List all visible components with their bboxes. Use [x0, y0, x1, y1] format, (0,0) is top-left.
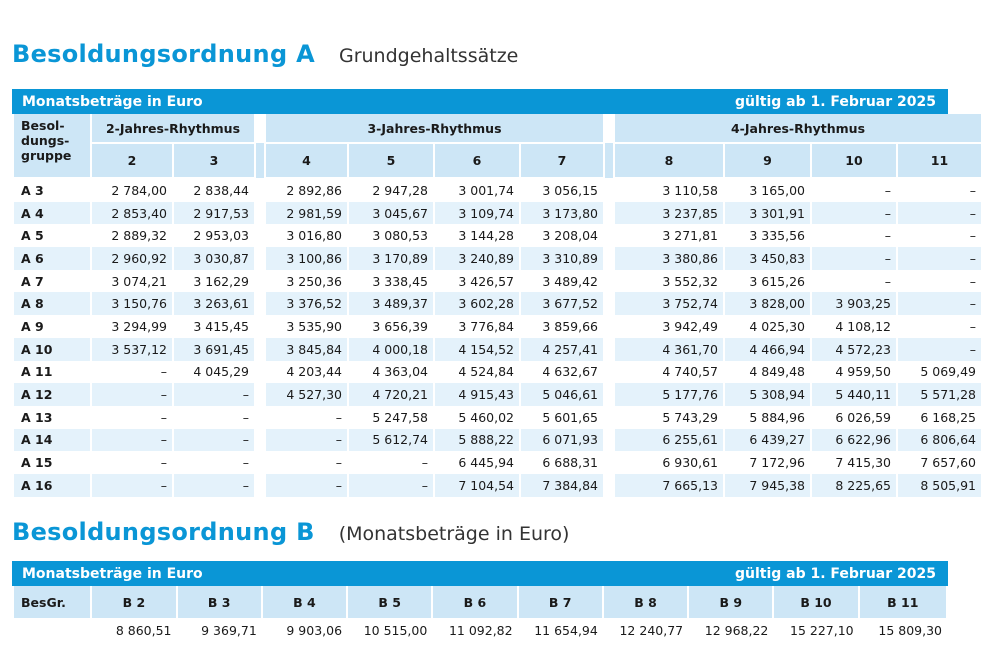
salary-cell: 3 535,90 — [265, 315, 348, 338]
salary-cell: 3 263,61 — [173, 292, 255, 315]
salary-cell: 5 177,76 — [614, 383, 724, 406]
salary-cell: 3 110,58 — [614, 178, 724, 202]
salary-cell: 5 888,22 — [434, 429, 520, 452]
salary-cell: 4 154,52 — [434, 338, 520, 361]
table-row — [13, 451, 982, 474]
salary-cell: 8 505,91 — [897, 474, 982, 497]
level-header: 8 — [614, 143, 724, 178]
salary-cell: 3 656,39 — [348, 315, 434, 338]
salary-cell: – — [897, 202, 982, 225]
salary-cell: – — [811, 270, 897, 293]
table-row — [13, 224, 982, 247]
section-b-bar-left: Monatsbeträge in Euro — [22, 565, 203, 582]
salary-cell: 5 308,94 — [724, 383, 811, 406]
table-row — [13, 406, 982, 429]
group-label: A 13 — [13, 406, 91, 429]
salary-cell: 4 740,57 — [614, 361, 724, 384]
salary-cell: 3 310,89 — [520, 247, 604, 270]
b-salary-cell: 8 860,51 — [115, 622, 172, 638]
group-label: A 12 — [13, 383, 91, 406]
salary-cell: – — [91, 383, 173, 406]
salary-cell: 3 170,89 — [348, 247, 434, 270]
salary-cell: 5 612,74 — [348, 429, 434, 452]
salary-cell: – — [811, 224, 897, 247]
salary-cell: 6 688,31 — [520, 451, 604, 474]
salary-cell: 3 165,00 — [724, 178, 811, 202]
salary-cell: – — [91, 451, 173, 474]
group-label: A 16 — [13, 474, 91, 497]
salary-cell: 4 720,21 — [348, 383, 434, 406]
salary-cell: – — [897, 247, 982, 270]
salary-cell: 3 677,52 — [520, 292, 604, 315]
salary-cell: 3 489,37 — [348, 292, 434, 315]
salary-cell: 3 942,49 — [614, 315, 724, 338]
salary-cell: – — [811, 178, 897, 202]
salary-cell: – — [265, 451, 348, 474]
salary-cell: 7 415,30 — [811, 451, 897, 474]
b-group-header: B 6 — [432, 586, 517, 618]
salary-cell: 3 045,67 — [348, 202, 434, 225]
salary-cell: 7 384,84 — [520, 474, 604, 497]
salary-cell: 6 255,61 — [614, 429, 724, 452]
salary-cell: 3 426,57 — [434, 270, 520, 293]
table-row — [13, 202, 982, 225]
salary-cell: 2 953,03 — [173, 224, 255, 247]
salary-cell: 5 601,65 — [520, 406, 604, 429]
section-b-heading — [12, 518, 569, 546]
salary-cell: – — [897, 292, 982, 315]
salary-cell: – — [91, 474, 173, 497]
level-header: 2 — [91, 143, 173, 178]
salary-cell: 2 947,28 — [348, 178, 434, 202]
salary-cell: 3 150,76 — [91, 292, 173, 315]
salary-cell: 4 045,29 — [173, 361, 255, 384]
salary-cell: 4 361,70 — [614, 338, 724, 361]
level-header: 4 — [265, 143, 348, 178]
section-b-subtitle: (Monatsbeträge in Euro) — [338, 523, 570, 545]
salary-cell: 4 632,67 — [520, 361, 604, 384]
salary-cell: 6 622,96 — [811, 429, 897, 452]
table-row — [13, 474, 982, 497]
salary-cell: 3 602,28 — [434, 292, 520, 315]
table-row — [13, 338, 982, 361]
group-column-header: Besol-dungs-gruppe — [13, 114, 91, 178]
salary-cell: – — [348, 474, 434, 497]
salary-cell: 4 203,44 — [265, 361, 348, 384]
group-label: A 11 — [13, 361, 91, 384]
salary-cell: 6 026,59 — [811, 406, 897, 429]
salary-cell: – — [91, 361, 173, 384]
b-group-header: B 2 — [91, 586, 176, 618]
salary-cell: 3 100,86 — [265, 247, 348, 270]
b-group-header: B 5 — [347, 586, 432, 618]
salary-cell: 2 981,59 — [265, 202, 348, 225]
salary-cell: 4 257,41 — [520, 338, 604, 361]
salary-cell: 4 000,18 — [348, 338, 434, 361]
salary-cell: 2 917,53 — [173, 202, 255, 225]
b-group-header: B 10 — [773, 586, 858, 618]
salary-cell: 4 466,94 — [724, 338, 811, 361]
group-label: A 15 — [13, 451, 91, 474]
salary-cell: 5 440,11 — [811, 383, 897, 406]
salary-cell: 6 071,93 — [520, 429, 604, 452]
salary-cell: 4 527,30 — [265, 383, 348, 406]
salary-cell: – — [265, 429, 348, 452]
salary-cell: 3 335,56 — [724, 224, 811, 247]
group-column-header-b: BesGr. — [13, 586, 91, 618]
group-label: A 9 — [13, 315, 91, 338]
salary-cell: 6 930,61 — [614, 451, 724, 474]
salary-cell: 7 172,96 — [724, 451, 811, 474]
b-salary-cell: 15 809,30 — [878, 622, 942, 638]
b-salary-cell: 15 227,10 — [790, 622, 854, 638]
b-group-header: B 11 — [859, 586, 947, 618]
salary-cell: 2 784,00 — [91, 178, 173, 202]
salary-cell: 3 615,26 — [724, 270, 811, 293]
salary-cell: 3 552,32 — [614, 270, 724, 293]
b-group-header: B 4 — [262, 586, 347, 618]
salary-cell: 4 915,43 — [434, 383, 520, 406]
salary-cell: – — [173, 474, 255, 497]
salary-cell: 3 016,80 — [265, 224, 348, 247]
b-group-header: B 7 — [518, 586, 603, 618]
salary-cell: 3 415,45 — [173, 315, 255, 338]
section-b-value-row — [13, 618, 947, 642]
table-row — [13, 361, 982, 384]
salary-cell: 3 074,21 — [91, 270, 173, 293]
salary-cell: – — [897, 338, 982, 361]
salary-cell: 7 665,13 — [614, 474, 724, 497]
salary-cell: 3 080,53 — [348, 224, 434, 247]
b-salary-cell: 12 968,22 — [704, 622, 769, 638]
table-row — [13, 429, 982, 452]
rhythm-4-header: 4-Jahres-Rhythmus — [614, 114, 982, 143]
salary-cell: 4 849,48 — [724, 361, 811, 384]
group-label: A 6 — [13, 247, 91, 270]
salary-cell: – — [173, 451, 255, 474]
salary-cell: 5 743,29 — [614, 406, 724, 429]
salary-table-a — [12, 114, 983, 497]
salary-cell: 3 294,99 — [91, 315, 173, 338]
salary-cell: 6 445,94 — [434, 451, 520, 474]
b-group-header: B 3 — [177, 586, 262, 618]
salary-cell: 7 104,54 — [434, 474, 520, 497]
salary-cell: 4 025,30 — [724, 315, 811, 338]
salary-cell: 3 859,66 — [520, 315, 604, 338]
salary-table-b — [12, 586, 948, 642]
salary-cell: 3 537,12 — [91, 338, 173, 361]
salary-cell: – — [811, 202, 897, 225]
group-label: A 14 — [13, 429, 91, 452]
salary-cell: – — [173, 429, 255, 452]
salary-cell: 2 853,40 — [91, 202, 173, 225]
salary-cell: 5 069,49 — [897, 361, 982, 384]
salary-cell: – — [897, 315, 982, 338]
table-row — [13, 383, 982, 406]
b-salary-cell: 12 240,77 — [619, 622, 684, 638]
salary-cell: 4 959,50 — [811, 361, 897, 384]
salary-cell: 3 845,84 — [265, 338, 348, 361]
b-group-header: B 8 — [603, 586, 688, 618]
salary-cell: 5 247,58 — [348, 406, 434, 429]
section-b-title: Besoldungsordnung B — [12, 518, 315, 546]
salary-cell: – — [91, 406, 173, 429]
salary-cell: – — [265, 406, 348, 429]
salary-cell: 3 450,83 — [724, 247, 811, 270]
salary-cell: 4 524,84 — [434, 361, 520, 384]
salary-cell: – — [811, 247, 897, 270]
salary-table-a-body — [13, 178, 982, 497]
salary-cell: – — [897, 178, 982, 202]
salary-cell: 3 056,15 — [520, 178, 604, 202]
salary-cell: 2 892,86 — [265, 178, 348, 202]
salary-cell: 3 376,52 — [265, 292, 348, 315]
salary-cell: 3 271,81 — [614, 224, 724, 247]
salary-cell: 5 571,28 — [897, 383, 982, 406]
salary-cell: 3 173,80 — [520, 202, 604, 225]
level-header: 11 — [897, 143, 982, 178]
salary-cell: 5 884,96 — [724, 406, 811, 429]
salary-cell: 5 046,61 — [520, 383, 604, 406]
table-row — [13, 270, 982, 293]
section-a-bar — [12, 89, 948, 114]
salary-cell: 3 828,00 — [724, 292, 811, 315]
section-b-header-row — [13, 586, 947, 618]
salary-cell: 7 945,38 — [724, 474, 811, 497]
section-a-title: Besoldungsordnung A — [12, 40, 315, 68]
table-row — [13, 247, 982, 270]
section-b-bar — [12, 561, 948, 586]
table-row — [13, 292, 982, 315]
salary-cell: – — [173, 383, 255, 406]
salary-cell: 4 363,04 — [348, 361, 434, 384]
salary-cell: 3 030,87 — [173, 247, 255, 270]
salary-cell: 3 208,04 — [520, 224, 604, 247]
group-label: A 7 — [13, 270, 91, 293]
salary-cell: 7 657,60 — [897, 451, 982, 474]
salary-cell: 3 250,36 — [265, 270, 348, 293]
rhythm-3-header: 3-Jahres-Rhythmus — [265, 114, 604, 143]
level-header-row — [13, 143, 982, 178]
salary-cell: 2 838,44 — [173, 178, 255, 202]
salary-cell: 3 301,91 — [724, 202, 811, 225]
b-salary-cell: 10 515,00 — [363, 622, 428, 638]
salary-cell: – — [91, 429, 173, 452]
rhythm-2-header: 2-Jahres-Rhythmus — [91, 114, 255, 143]
salary-cell: 6 806,64 — [897, 429, 982, 452]
salary-cell: 4 108,12 — [811, 315, 897, 338]
salary-cell: 4 572,23 — [811, 338, 897, 361]
section-a-bar-right: gültig ab 1. Februar 2025 — [734, 93, 936, 110]
salary-cell: 3 162,29 — [173, 270, 255, 293]
salary-cell: 3 776,84 — [434, 315, 520, 338]
b-salary-cell: 11 654,94 — [534, 622, 598, 638]
salary-cell: – — [265, 474, 348, 497]
group-label: A 8 — [13, 292, 91, 315]
salary-cell: 5 460,02 — [434, 406, 520, 429]
salary-cell: – — [897, 270, 982, 293]
salary-cell: 3 338,45 — [348, 270, 434, 293]
salary-cell: 3 109,74 — [434, 202, 520, 225]
salary-cell: – — [348, 451, 434, 474]
salary-cell: 8 225,65 — [811, 474, 897, 497]
table-row — [13, 178, 982, 202]
group-label: A 10 — [13, 338, 91, 361]
level-header: 6 — [434, 143, 520, 178]
salary-cell: 3 752,74 — [614, 292, 724, 315]
level-header: 7 — [520, 143, 604, 178]
salary-cell: 2 889,32 — [91, 224, 173, 247]
section-b-bar-right: gültig ab 1. Februar 2025 — [734, 565, 936, 582]
salary-cell: 3 691,45 — [173, 338, 255, 361]
level-header: 3 — [173, 143, 255, 178]
group-label: A 3 — [13, 178, 91, 202]
b-group-header: B 9 — [688, 586, 773, 618]
salary-cell: 6 168,25 — [897, 406, 982, 429]
salary-cell: – — [897, 224, 982, 247]
salary-cell: 3 240,89 — [434, 247, 520, 270]
b-salary-cell: 9 903,06 — [286, 622, 343, 638]
salary-cell: 2 960,92 — [91, 247, 173, 270]
salary-cell: – — [173, 406, 255, 429]
section-a-bar-left: Monatsbeträge in Euro — [22, 93, 203, 110]
section-a-subtitle: Grundgehaltssätze — [338, 45, 519, 67]
group-label: A 5 — [13, 224, 91, 247]
b-salary-cell: 9 369,71 — [201, 622, 257, 638]
b-salary-cell: 11 092,82 — [448, 622, 513, 638]
salary-cell: 3 237,85 — [614, 202, 724, 225]
table-row — [13, 315, 982, 338]
salary-cell: 3 380,86 — [614, 247, 724, 270]
level-header: 10 — [811, 143, 897, 178]
section-a-heading — [12, 40, 518, 68]
salary-cell: 3 144,28 — [434, 224, 520, 247]
salary-cell: 3 489,42 — [520, 270, 604, 293]
group-label: A 4 — [13, 202, 91, 225]
salary-cell: 6 439,27 — [724, 429, 811, 452]
salary-cell: 3 903,25 — [811, 292, 897, 315]
salary-cell: 3 001,74 — [434, 178, 520, 202]
level-header: 5 — [348, 143, 434, 178]
level-header: 9 — [724, 143, 811, 178]
